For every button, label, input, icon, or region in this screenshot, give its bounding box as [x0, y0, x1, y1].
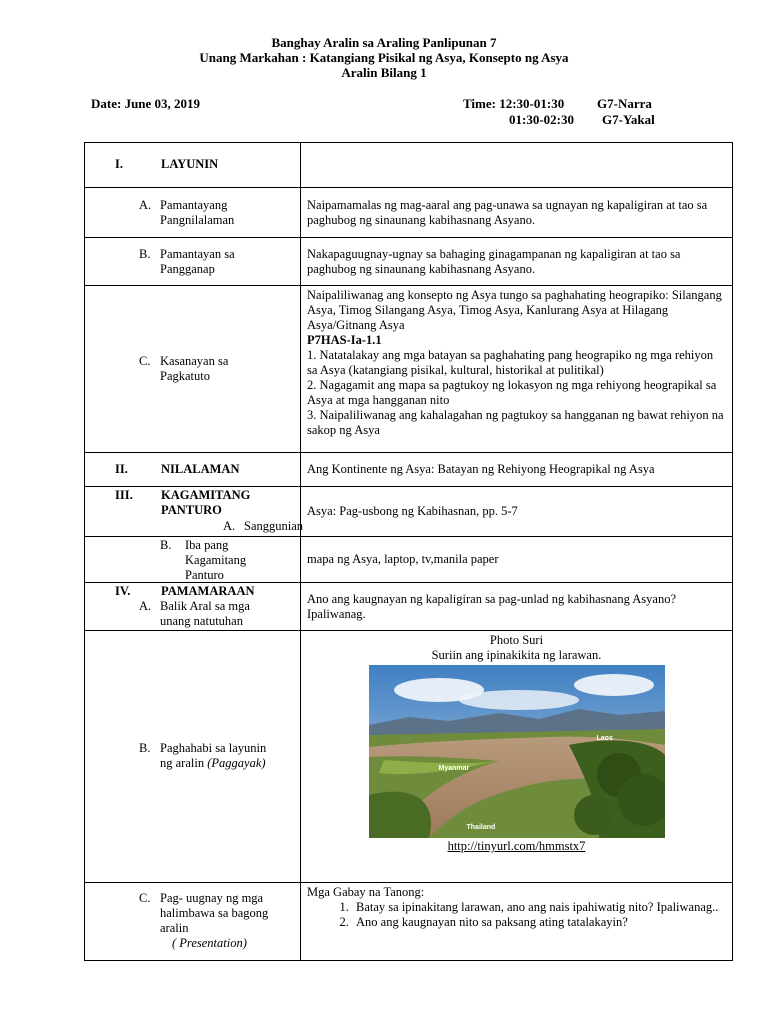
- cell-a-content: Naipamamalas ng mag-aaral ang pag-unawa sa ugnayan ng kapaligiran at tao sa paghubog ng sinaunang kabihasnang Asyano.: [301, 188, 733, 238]
- competency-item-1: 1. Natatalakay ang mga batayan sa paghahating pang heograpiko ng mga rehiyon sa Asya (katangiang pisikal, kultural, historikal at pulitikal): [307, 348, 714, 377]
- cell-c-content: [301, 286, 733, 453]
- row-iba-pang-kagamitan: [85, 537, 733, 583]
- pag-uugnay-line1: Pag- uugnay ng mga: [160, 891, 264, 905]
- row-layunin: [85, 143, 733, 188]
- pag-uugnay-line3: aralin: [160, 921, 189, 935]
- letter-iii-a: A.: [223, 519, 236, 533]
- cell-b-content: Nakapaguugnay-ugnay sa bahaging ginagampanan ng kapaligiran at tao sa paghubog ng sinaunang kabihasnang Asyano.: [301, 238, 733, 286]
- cell-sanggunian-content: Asya: Pag-usbong ng Kabihasnan, pp. 5-7: [301, 487, 733, 537]
- photo-suri-title: Photo Suri: [489, 633, 544, 647]
- roman-iii: III.: [115, 488, 133, 502]
- paghahabi-line2: ng aralin: [160, 756, 205, 770]
- letter-b: B.: [139, 247, 151, 261]
- section-title-kagamitan: [161, 488, 250, 518]
- label-pamantayang-pangnilalaman: [160, 198, 234, 228]
- row-kagamitang-panturo: [85, 487, 733, 537]
- label-pamantayan-sa-pangganap: [160, 247, 235, 277]
- balik-aral-line1: Balik Aral sa mga: [160, 599, 250, 613]
- guide-question-1: 1. Batay sa ipinakitang larawan, ano ang nais ipahiwatig nito? Ipaliwanag..: [352, 900, 726, 915]
- photo-label-myanmar: Myanmar: [438, 765, 470, 772]
- cell-kagamitan-label: [85, 487, 304, 537]
- kagamitan-title-line2: PANTURO: [161, 503, 222, 517]
- competency-item-3: 3. Naipaliliwanag ang kahalagahan ng pagtukoy sa hangganan ng bawat rehiyon na sakop ng Asya: [307, 408, 724, 437]
- mekong-river-photo: [369, 665, 665, 838]
- doc-lesson-number: Aralin Bilang 1: [341, 65, 427, 80]
- cell-b-label: [85, 238, 301, 286]
- iba-pang-line1: Iba pang: [185, 538, 229, 552]
- lesson-plan-table: [84, 142, 733, 961]
- competency-code: P7HAS-Ia-1.1: [307, 333, 382, 347]
- label-iba-pang-kagamitan: [185, 538, 246, 583]
- label-c-line1: Kasanayan sa: [160, 354, 229, 368]
- paghahabi-line1: Paghahabi sa layunin: [160, 741, 267, 755]
- label-a-line1: Pamantayang: [160, 198, 228, 212]
- row-pamantayan-sa-pangganap: [85, 238, 733, 286]
- cell-nilalaman-label: [85, 453, 301, 487]
- label-kasanayan-sa-pagkatuto: [160, 354, 228, 384]
- letter-iv-a: A.: [139, 599, 152, 613]
- photo-label-laos: Laos: [596, 735, 613, 742]
- paghahabi-italic: (Paggayak): [207, 756, 266, 770]
- cell-pag-uugnay-content: [301, 883, 733, 961]
- roman-ii: II.: [115, 462, 128, 476]
- photo-label-thailand: Thailand: [466, 824, 496, 831]
- section-title-layunin: LAYUNIN: [161, 157, 219, 171]
- label-pag-uugnay: [160, 891, 268, 951]
- competency-item-2: 2. Nagagamit ang mapa sa pagtukoy ng lokasyon ng mga rehiyong heograpikal sa Asya at mga hangganan nito: [307, 378, 717, 407]
- date-label: Date: June 03, 2019: [91, 96, 201, 111]
- cell-balik-aral-content: Ano ang kaugnayan ng kapaligiran sa pag-unlad ng kabihasnang Asyano? Ipaliwanag.: [301, 583, 733, 631]
- photo-source-link[interactable]: http://tinyurl.com/hmmstx7: [447, 839, 586, 853]
- mekong-river-illustration: [369, 665, 665, 838]
- label-c-line2: Pagkatuto: [160, 369, 210, 383]
- roman-iv: IV.: [115, 584, 131, 598]
- row-pamamaraan: [85, 583, 733, 631]
- letter-iv-c: C.: [139, 891, 151, 905]
- roman-i: I.: [115, 157, 123, 171]
- section-narra: G7-Narra: [597, 96, 652, 111]
- time-2-label: 01:30-02:30: [509, 112, 574, 127]
- section-title-nilalaman: NILALAMAN: [161, 462, 240, 476]
- competency-intro: Naipaliliwanag ang konsepto ng Asya tungo sa paghahating heograpiko: Silangang Asya, Timog Silangang Asya, Timog Asya, Kanlurang Asya at Hilagang Asya/Gitnang Asya: [307, 288, 722, 332]
- cell-pag-uugnay-label: [85, 883, 301, 961]
- letter-a: A.: [139, 198, 152, 212]
- guide-question-2: 2. Ano ang kaugnayan nito sa paksang ating tatalakayin?: [352, 915, 726, 930]
- label-b-line2: Pangganap: [160, 262, 215, 276]
- label-paghahabi: [160, 741, 266, 771]
- doc-title: Banghay Aralin sa Araling Panlipunan 7: [271, 35, 497, 50]
- cell-layunin-content: [301, 143, 733, 188]
- cell-paghahabi-content: [301, 631, 733, 883]
- iba-pang-line3: Panturo: [185, 568, 224, 582]
- letter-iii-b: B.: [160, 538, 172, 552]
- row-paghahabi: [85, 631, 733, 883]
- pag-uugnay-line2: halimbawa sa bagong: [160, 906, 269, 920]
- cell-paghahabi-label: [85, 631, 301, 883]
- letter-iv-b: B.: [139, 741, 151, 755]
- time-label: Time: 12:30-01:30: [463, 96, 565, 111]
- row-pag-uugnay: [85, 883, 733, 961]
- row-nilalaman: [85, 453, 733, 487]
- cell-iba-pang-content: mapa ng Asya, laptop, tv,manila paper: [301, 537, 733, 583]
- doc-subtitle: Unang Markahan : Katangiang Pisikal ng Asya, Konsepto ng Asya: [199, 50, 569, 65]
- row-pamantayang-pangnilalaman: [85, 188, 733, 238]
- section-title-pamamaraan: PAMAMARAAN: [161, 584, 255, 598]
- guide-questions-intro: Mga Gabay na Tanong:: [307, 885, 425, 899]
- cell-c-label: [85, 286, 301, 453]
- section-yakal: G7-Yakal: [602, 112, 655, 127]
- row-kasanayan-sa-pagkatuto: [85, 286, 733, 453]
- cell-layunin-label: [85, 143, 301, 188]
- label-b-line1: Pamantayan sa: [160, 247, 235, 261]
- label-balik-aral: [160, 599, 250, 629]
- guide-questions-list: [307, 900, 726, 930]
- kagamitan-title-line1: KAGAMITANG: [161, 488, 251, 502]
- cell-a-label: [85, 188, 301, 238]
- photo-suri-subtitle: Suriin ang ipinakikita ng larawan.: [431, 648, 602, 662]
- cell-nilalaman-content: Ang Kontinente ng Asya: Batayan ng Rehiyong Heograpikal ng Asya: [301, 453, 733, 487]
- iba-pang-line2: Kagamitang: [185, 553, 247, 567]
- letter-c: C.: [139, 354, 151, 368]
- cell-pamamaraan-label: [85, 583, 301, 631]
- label-sanggunian: Sanggunian: [244, 519, 304, 533]
- balik-aral-line2: unang natutuhan: [160, 614, 243, 628]
- label-a-line2: Pangnilalaman: [160, 213, 235, 227]
- pag-uugnay-line4: ( Presentation): [172, 936, 247, 950]
- cell-iba-pang-label: [85, 537, 301, 583]
